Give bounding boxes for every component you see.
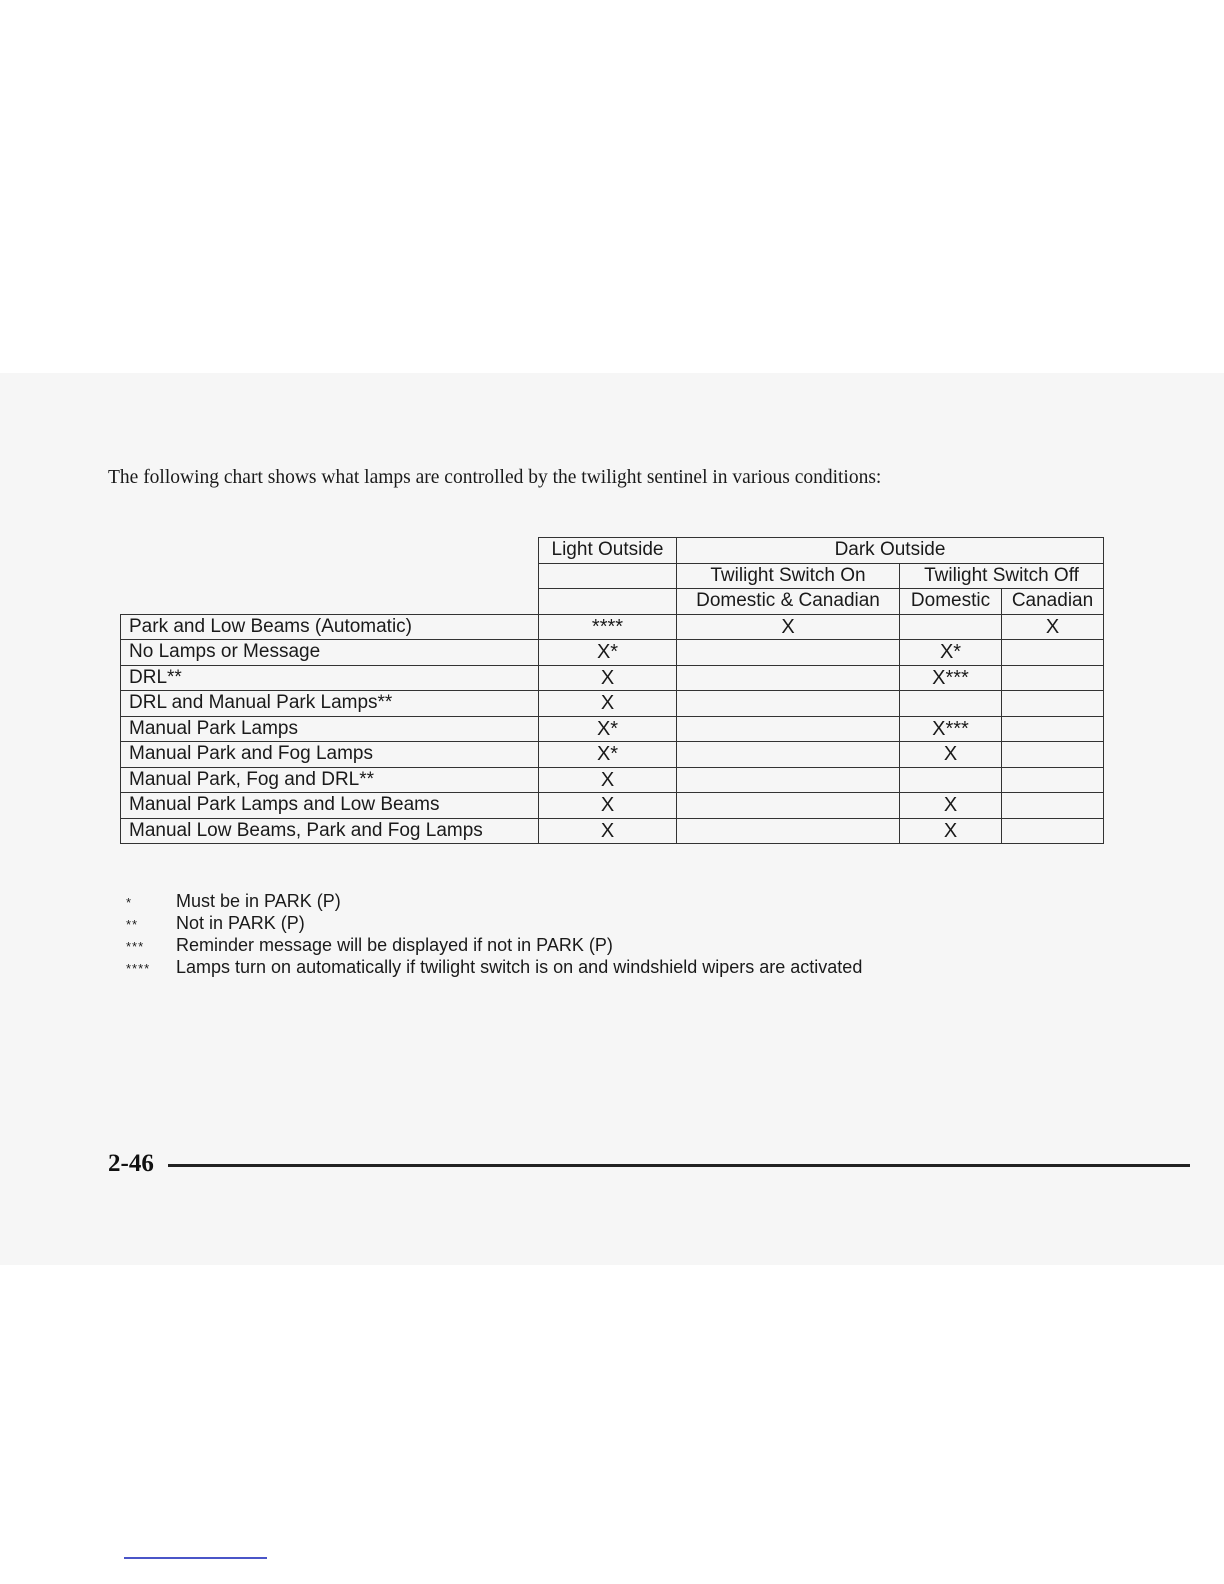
footnote bbox=[126, 913, 862, 935]
cell-off-canadian bbox=[1002, 767, 1104, 793]
footnote bbox=[126, 957, 862, 979]
footnote bbox=[126, 891, 862, 913]
table-header-row-2 bbox=[121, 563, 1104, 589]
header-empty-cell bbox=[539, 589, 677, 615]
header-domestic: Domestic bbox=[900, 589, 1002, 615]
table-row bbox=[121, 691, 1104, 717]
cell-on-domestic-canadian bbox=[677, 640, 900, 666]
footnote-text: Not in PARK (P) bbox=[176, 913, 305, 933]
header-canadian: Canadian bbox=[1002, 589, 1104, 615]
cell-off-domestic: X bbox=[900, 818, 1002, 844]
header-twilight-switch-on: Twilight Switch On bbox=[677, 563, 900, 589]
table-row bbox=[121, 818, 1104, 844]
cell-off-domestic: X* bbox=[900, 640, 1002, 666]
row-label: Manual Park Lamps and Low Beams bbox=[121, 793, 539, 819]
cell-off-domestic: X*** bbox=[900, 665, 1002, 691]
cell-off-canadian bbox=[1002, 665, 1104, 691]
footnote-text: Must be in PARK (P) bbox=[176, 891, 341, 911]
footnote-text: Lamps turn on automatically if twilight switch is on and windshield wipers are activated bbox=[176, 957, 863, 977]
cell-on-domestic-canadian bbox=[677, 665, 900, 691]
cell-off-domestic: X bbox=[900, 793, 1002, 819]
header-light-outside: Light Outside bbox=[539, 538, 677, 564]
cell-light-outside: X bbox=[539, 665, 677, 691]
footnote-symbol: * bbox=[126, 895, 133, 910]
intro-paragraph: The following chart shows what lamps are controlled by the twilight sentinel in various conditions: bbox=[108, 467, 882, 488]
table-row bbox=[121, 640, 1104, 666]
page-number: 2-46 bbox=[108, 1150, 154, 1177]
row-label: Manual Park and Fog Lamps bbox=[121, 742, 539, 768]
cell-on-domestic-canadian bbox=[677, 793, 900, 819]
cell-light-outside: X* bbox=[539, 716, 677, 742]
footnote-symbol: *** bbox=[126, 939, 145, 954]
row-label: No Lamps or Message bbox=[121, 640, 539, 666]
cell-off-domestic: X bbox=[900, 742, 1002, 768]
header-dark-outside: Dark Outside bbox=[677, 538, 1104, 564]
table-row bbox=[121, 614, 1104, 640]
row-label: Park and Low Beams (Automatic) bbox=[121, 614, 539, 640]
cell-off-canadian bbox=[1002, 691, 1104, 717]
footnote-symbol: **** bbox=[126, 961, 151, 976]
cell-on-domestic-canadian bbox=[677, 742, 900, 768]
cell-off-canadian bbox=[1002, 716, 1104, 742]
footnote-text: Reminder message will be displayed if not in PARK (P) bbox=[176, 935, 613, 955]
cell-off-domestic bbox=[900, 691, 1002, 717]
cell-off-domestic bbox=[900, 767, 1002, 793]
cell-on-domestic-canadian: X bbox=[677, 614, 900, 640]
table-row bbox=[121, 742, 1104, 768]
page-footer-rule bbox=[168, 1164, 1190, 1167]
table-row bbox=[121, 793, 1104, 819]
cell-on-domestic-canadian bbox=[677, 716, 900, 742]
header-empty-cell bbox=[539, 563, 677, 589]
cell-light-outside: X* bbox=[539, 640, 677, 666]
row-label: Manual Low Beams, Park and Fog Lamps bbox=[121, 818, 539, 844]
table-corner-blank bbox=[121, 563, 539, 589]
twilight-sentinel-table bbox=[120, 537, 1104, 844]
cell-light-outside: X bbox=[539, 818, 677, 844]
row-label: Manual Park Lamps bbox=[121, 716, 539, 742]
cell-off-canadian: X bbox=[1002, 614, 1104, 640]
cell-off-domestic bbox=[900, 614, 1002, 640]
header-domestic-canadian: Domestic & Canadian bbox=[677, 589, 900, 615]
cell-off-canadian bbox=[1002, 640, 1104, 666]
table-corner-blank bbox=[121, 589, 539, 615]
cell-on-domestic-canadian bbox=[677, 767, 900, 793]
cell-off-canadian bbox=[1002, 793, 1104, 819]
cell-off-canadian bbox=[1002, 818, 1104, 844]
header-twilight-switch-off: Twilight Switch Off bbox=[900, 563, 1104, 589]
table-row bbox=[121, 716, 1104, 742]
row-label: Manual Park, Fog and DRL** bbox=[121, 767, 539, 793]
table-header-row-3 bbox=[121, 589, 1104, 615]
footnotes bbox=[126, 891, 862, 979]
cell-on-domestic-canadian bbox=[677, 818, 900, 844]
bottom-divider bbox=[124, 1557, 267, 1559]
cell-light-outside: X bbox=[539, 793, 677, 819]
cell-light-outside: X bbox=[539, 767, 677, 793]
cell-light-outside: X* bbox=[539, 742, 677, 768]
footnote bbox=[126, 935, 862, 957]
cell-light-outside: **** bbox=[539, 614, 677, 640]
cell-off-canadian bbox=[1002, 742, 1104, 768]
table-row bbox=[121, 767, 1104, 793]
cell-off-domestic: X*** bbox=[900, 716, 1002, 742]
cell-on-domestic-canadian bbox=[677, 691, 900, 717]
table-corner-blank bbox=[121, 538, 539, 564]
table-row bbox=[121, 665, 1104, 691]
footnote-symbol: ** bbox=[126, 917, 139, 932]
row-label: DRL** bbox=[121, 665, 539, 691]
cell-light-outside: X bbox=[539, 691, 677, 717]
row-label: DRL and Manual Park Lamps** bbox=[121, 691, 539, 717]
table-header-row-1 bbox=[121, 538, 1104, 564]
